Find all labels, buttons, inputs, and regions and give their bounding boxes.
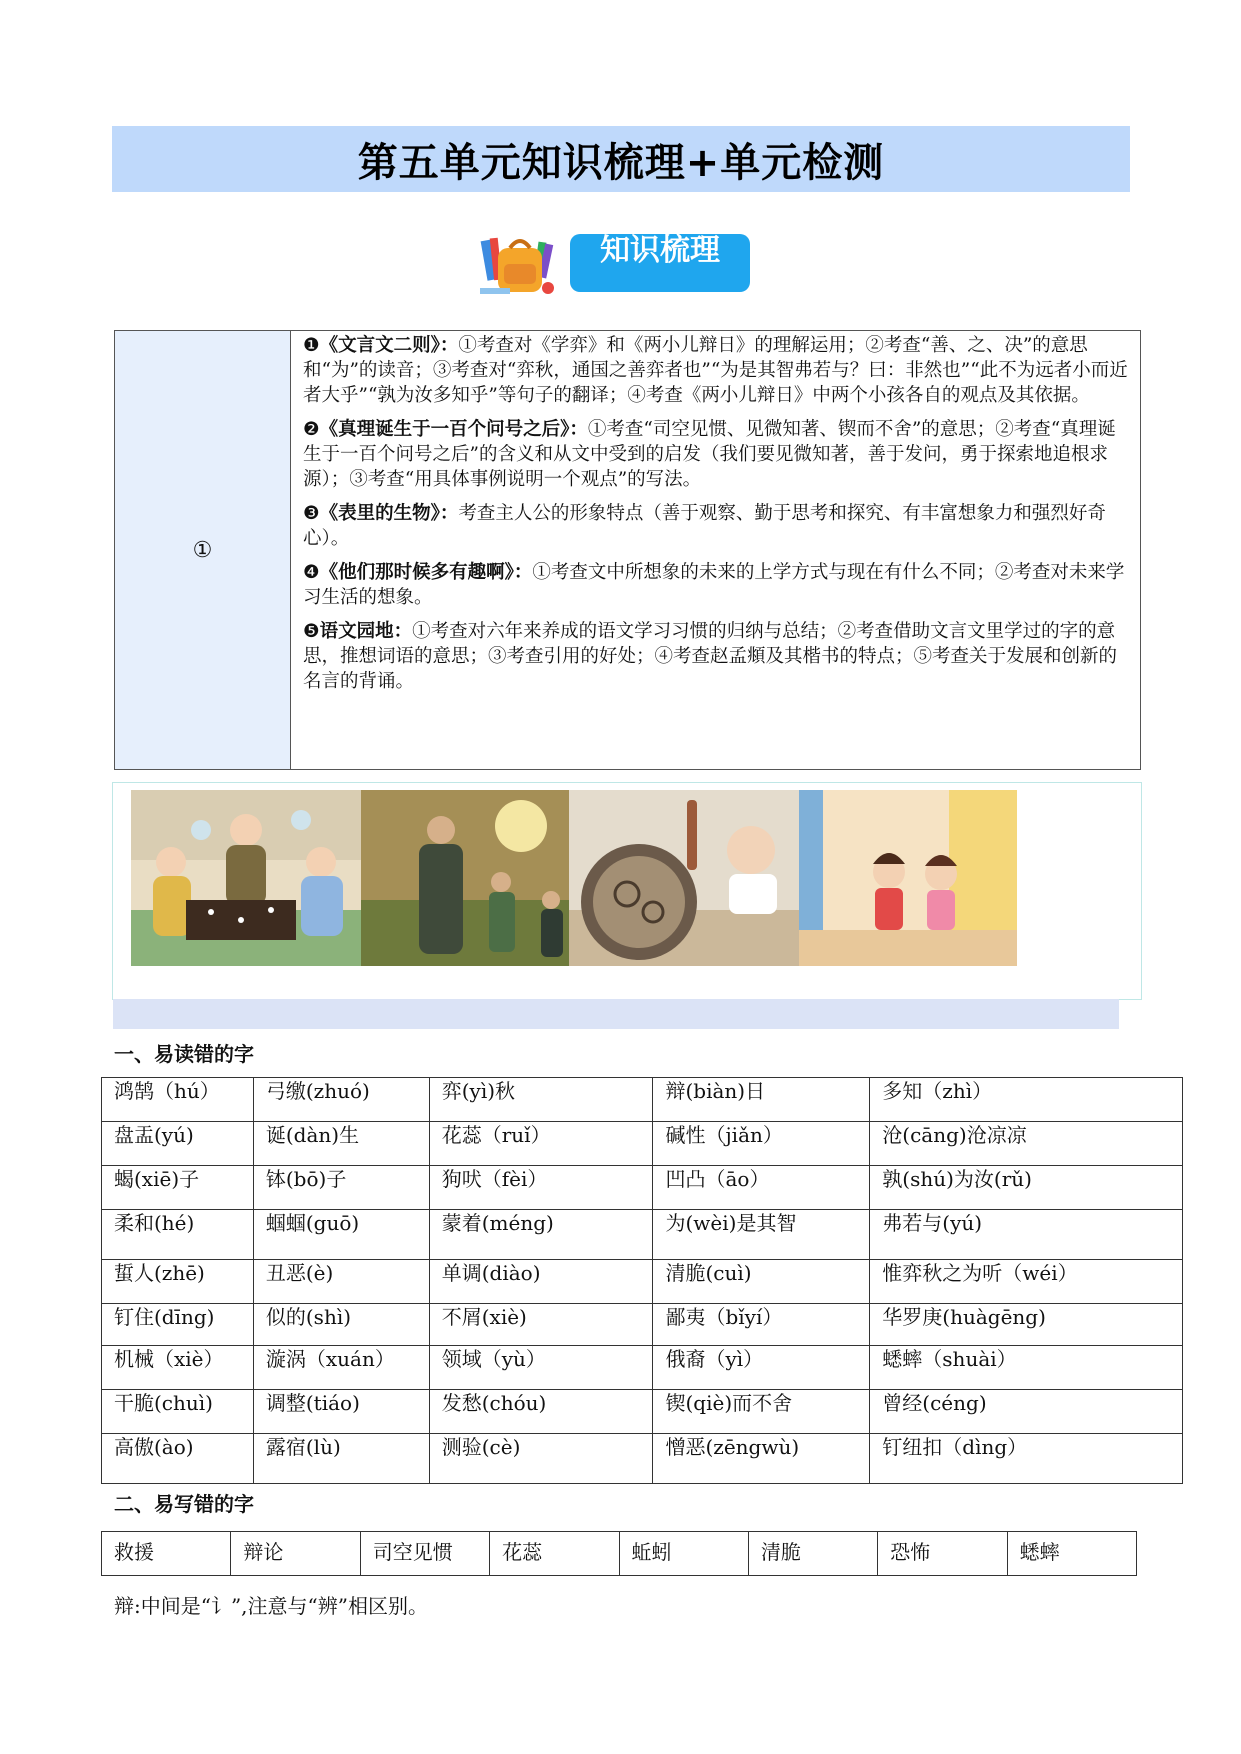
misread-words-table bbox=[101, 1077, 1183, 1484]
illustration-confucius bbox=[361, 790, 569, 966]
table-row bbox=[102, 1122, 1183, 1166]
word-cell: 钉纽扣（dìng） bbox=[870, 1434, 1183, 1484]
word-cell: 清脆 bbox=[748, 1532, 877, 1576]
word-cell: 干脆(chuì) bbox=[102, 1390, 254, 1434]
word-cell: 弗若与(yú) bbox=[870, 1210, 1183, 1260]
title-bar bbox=[112, 126, 1130, 192]
summary-label: ① bbox=[115, 331, 291, 769]
word-cell: 鸿鹄（hú） bbox=[102, 1078, 254, 1122]
word-cell: 测验(cè) bbox=[429, 1434, 653, 1484]
word-cell: 孰(shú)为汝(rǔ) bbox=[870, 1166, 1183, 1210]
summary-item: ❹《他们那时候多有趣啊》：①考查文中所想象的未来的上学方式与现在有什么不同；②考查对未来学习生活的想象。 bbox=[303, 562, 1125, 608]
illustration-school-hallway bbox=[799, 790, 1017, 966]
word-cell: 弈(yì)秋 bbox=[429, 1078, 653, 1122]
word-cell: 蒙着(méng) bbox=[429, 1210, 653, 1260]
summary-item: ❸《表里的生物》：考查主人公的形象特点（善于观察、勤于思考和探究、有丰富想象力和强烈好奇心）。 bbox=[303, 503, 1106, 549]
word-cell: 调整(tiáo) bbox=[253, 1390, 429, 1434]
word-cell: 蜇人(zhē) bbox=[102, 1260, 254, 1304]
summary-content bbox=[291, 331, 1140, 769]
word-cell: 狗吠（fèi） bbox=[429, 1166, 653, 1210]
word-cell: 司空见惯 bbox=[360, 1532, 489, 1576]
word-cell: 俄裔（yì） bbox=[653, 1346, 870, 1390]
word-cell: 清脆(cuì) bbox=[653, 1260, 870, 1304]
word-cell: 凹凸（āo） bbox=[653, 1166, 870, 1210]
word-cell: 惟弈秋之为听（wéi） bbox=[870, 1260, 1183, 1304]
table-row bbox=[102, 1346, 1183, 1390]
word-cell: 盘盂(yú) bbox=[102, 1122, 254, 1166]
illustration-strip bbox=[112, 782, 1142, 1000]
word-cell: 华罗庚(huàgēng) bbox=[870, 1304, 1183, 1346]
table-row bbox=[102, 1434, 1183, 1484]
table-row bbox=[102, 1390, 1183, 1434]
word-cell: 救援 bbox=[102, 1532, 231, 1576]
word-cell: 弓缴(zhuó) bbox=[253, 1078, 429, 1122]
page-title: 第五单元知识梳理+单元检测 bbox=[357, 139, 885, 186]
word-cell: 不屑(xiè) bbox=[429, 1304, 653, 1346]
word-cell: 钵(bō)子 bbox=[253, 1166, 429, 1210]
summary-item: ❶《文言文二则》：①考查对《学弈》和《两小儿辩日》的理解运用；②考查“善、之、决”的意思和“为”的读音；③考查对“弈秋，通国之善弈者也”“为是其智弗若与？曰：非然也”“此不为远者小而近者大乎”“孰为汝多知乎”等句子的翻译；④考查《两小儿辩日》中两个小孩各自的观点及其依据。 bbox=[303, 335, 1128, 406]
summary-item: ❺语文园地：①考查对六年来养成的语文学习习惯的归纳与总结；②考查借助文言文里学过的字的意思，推想词语的意思；③考查引用的好处；④考查赵孟頫及其楷书的特点；⑤考查关于发展和创新的名言的背诵。 bbox=[303, 621, 1118, 692]
word-cell: 单调(diào) bbox=[429, 1260, 653, 1304]
section-badge bbox=[478, 228, 753, 298]
table-row bbox=[102, 1532, 1137, 1576]
table-row bbox=[102, 1166, 1183, 1210]
word-cell: 曾经(céng) bbox=[870, 1390, 1183, 1434]
word-cell: 沧(cāng)沧凉凉 bbox=[870, 1122, 1183, 1166]
word-cell: 花蕊（ruǐ） bbox=[429, 1122, 653, 1166]
word-cell: 花蕊 bbox=[490, 1532, 619, 1576]
table-row bbox=[102, 1078, 1183, 1122]
section1-heading: 一、易读错的字 bbox=[114, 1042, 254, 1066]
word-cell: 碱性（jiǎn） bbox=[653, 1122, 870, 1166]
note-text: 辩:中间是“讠”,注意与“辨”相区别。 bbox=[114, 1594, 428, 1618]
word-cell: 丑恶(è) bbox=[253, 1260, 429, 1304]
section2-heading: 二、易写错的字 bbox=[114, 1492, 254, 1516]
table-row bbox=[102, 1260, 1183, 1304]
word-cell: 憎恶(zēngwù) bbox=[653, 1434, 870, 1484]
word-cell: 蚯蚓 bbox=[619, 1532, 748, 1576]
word-cell: 钉住(dīng) bbox=[102, 1304, 254, 1346]
table-row bbox=[102, 1304, 1183, 1346]
word-cell: 为(wèi)是其智 bbox=[653, 1210, 870, 1260]
backpack-icon bbox=[478, 234, 562, 298]
word-cell: 蝎(xiē)子 bbox=[102, 1166, 254, 1210]
word-cell: 蝈蝈(guō) bbox=[253, 1210, 429, 1260]
word-cell: 发愁(chóu) bbox=[429, 1390, 653, 1434]
word-cell: 锲(qiè)而不舍 bbox=[653, 1390, 870, 1434]
word-cell: 领域（yù） bbox=[429, 1346, 653, 1390]
word-cell: 蟋蟀 bbox=[1007, 1532, 1136, 1576]
word-cell: 似的(shì) bbox=[253, 1304, 429, 1346]
miswritten-words-table bbox=[101, 1531, 1137, 1576]
word-cell: 恐怖 bbox=[878, 1532, 1007, 1576]
word-cell: 高傲(ào) bbox=[102, 1434, 254, 1484]
illustration-pocket-watch bbox=[569, 790, 799, 966]
word-cell: 蟋蟀（shuài） bbox=[870, 1346, 1183, 1390]
knowledge-badge: 知识梳理 bbox=[570, 234, 750, 292]
word-cell: 辩(biàn)日 bbox=[653, 1078, 870, 1122]
word-cell: 机械（xiè） bbox=[102, 1346, 254, 1390]
word-cell: 多知（zhì） bbox=[870, 1078, 1183, 1122]
word-cell: 鄙夷（bǐyí） bbox=[653, 1304, 870, 1346]
summary-table bbox=[114, 330, 1141, 770]
word-cell: 诞(dàn)生 bbox=[253, 1122, 429, 1166]
summary-item: ❷《真理诞生于一百个问号之后》：①考查“司空见惯、见微知著、锲而不舍”的意思；②考查“真理诞生于一百个问号之后”的含义和从文中受到的启发（我们要见微知著，善于发问，勇于探索地追根求源）；③考查“用具体事例说明一个观点”的写法。 bbox=[303, 419, 1116, 490]
table-row bbox=[102, 1210, 1183, 1260]
word-cell: 辩论 bbox=[231, 1532, 360, 1576]
word-cell: 漩涡（xuán） bbox=[253, 1346, 429, 1390]
illustration-chess-lesson bbox=[131, 790, 361, 966]
word-cell: 柔和(hé) bbox=[102, 1210, 254, 1260]
decorative-band bbox=[113, 999, 1119, 1029]
word-cell: 露宿(lù) bbox=[253, 1434, 429, 1484]
